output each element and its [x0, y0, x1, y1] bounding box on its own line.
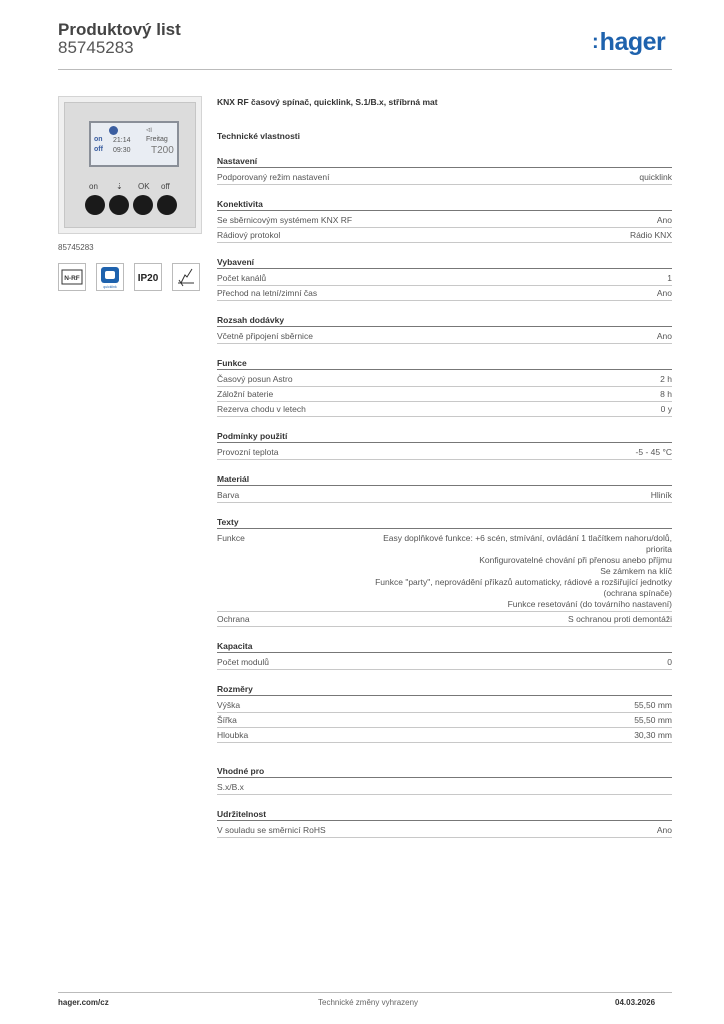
- spec-label: Časový posun Astro: [217, 374, 293, 384]
- spec-label: S.x/B.x: [217, 782, 244, 792]
- spec-label: Šířka: [217, 715, 237, 725]
- spec-row: [217, 655, 672, 670]
- spec-row: [217, 612, 672, 627]
- section-heading: Kapacita: [217, 640, 672, 653]
- spec-label: Rezerva chodu v letech: [217, 404, 306, 414]
- section-heading: Nastavení: [217, 155, 672, 168]
- display-value: T200: [151, 145, 174, 156]
- product-number: 85745283: [58, 38, 134, 57]
- svg-text:quicklink: quicklink: [103, 285, 117, 289]
- product-image: [58, 96, 202, 234]
- spec-value: Ano: [656, 825, 672, 835]
- product-button-down: [109, 195, 129, 215]
- spec-label: Přechod na letní/zimní čas: [217, 288, 318, 298]
- section-heading: Konektivita: [217, 198, 672, 211]
- spec-value: Ano: [656, 288, 672, 298]
- section-heading: Vybavení: [217, 256, 672, 269]
- spec-label: Hloubka: [217, 730, 249, 740]
- product-frame: [64, 102, 196, 228]
- product-button-off: [157, 195, 177, 215]
- section-heading: Texty: [217, 516, 672, 529]
- button-label-off: off: [161, 182, 170, 191]
- ip20-icon: [134, 263, 162, 291]
- spec-value: 1: [667, 273, 672, 283]
- spec-row: [217, 170, 672, 185]
- section-heading: Udržitelnost: [217, 808, 672, 821]
- spec-row: [217, 531, 672, 612]
- spec-row: [217, 286, 672, 301]
- spec-value: 8 h: [660, 389, 672, 399]
- spec-row: [217, 271, 672, 286]
- spec-label: Včetně připojení sběrnice: [217, 331, 313, 341]
- spec-value: S ochranou proti demontáži: [568, 614, 672, 624]
- spec-row: [217, 402, 672, 417]
- footer-website: hager.com/cz: [58, 998, 109, 1007]
- spec-row: [217, 445, 672, 460]
- clock-icon: [109, 126, 118, 135]
- radio-icon: ◃ı: [146, 125, 153, 134]
- button-label-down: ⇣: [116, 182, 123, 191]
- footer-date: 04.03.2026: [615, 998, 656, 1007]
- product-code: 85745283: [58, 243, 94, 252]
- display-day: Freitag: [146, 136, 168, 143]
- svg-text:N-RF: N-RF: [64, 275, 80, 282]
- spec-value: -5 - 45 °C: [635, 447, 672, 457]
- spec-label: Ochrana: [217, 614, 250, 624]
- spec-label: Funkce: [217, 533, 245, 543]
- section-heading: Rozsah dodávky: [217, 314, 672, 327]
- spec-row: [217, 372, 672, 387]
- installation-icon: [172, 263, 200, 291]
- section-heading: Podmínky použití: [217, 430, 672, 443]
- spec-value: 55,50 mm: [634, 715, 672, 725]
- section-heading: Funkce: [217, 357, 672, 370]
- spec-row: [217, 698, 672, 713]
- spec-label: Se sběrnicovým systémem KNX RF: [217, 215, 353, 225]
- hager-logo: :hager: [592, 28, 666, 56]
- header-divider: [58, 69, 672, 70]
- spec-value: Rádio KNX: [629, 230, 672, 240]
- spec-label: Počet kanálů: [217, 273, 267, 283]
- product-title: KNX RF časový spínač, quicklink, S.1/B.x, stříbrná mat: [217, 97, 438, 107]
- spec-value: 0: [667, 657, 672, 667]
- spec-row: [217, 780, 672, 795]
- quicklink-icon: [96, 263, 124, 291]
- spec-row: [217, 823, 672, 838]
- spec-label: Počet modulů: [217, 657, 269, 667]
- spec-row: [217, 488, 672, 503]
- product-button-on: [85, 195, 105, 215]
- spec-value: Hliník: [650, 490, 672, 500]
- spec-value: Ano: [656, 215, 672, 225]
- section-heading: Vhodné pro: [217, 765, 672, 778]
- spec-value: quicklink: [639, 172, 672, 182]
- spec-panel: [217, 96, 672, 838]
- spec-label: Záložní baterie: [217, 389, 274, 399]
- spec-label: V souladu se směrnicí RoHS: [217, 825, 326, 835]
- product-button-ok: [133, 195, 153, 215]
- section-heading: Rozměry: [217, 683, 672, 696]
- spec-row: [217, 213, 672, 228]
- footer-divider: [58, 992, 672, 993]
- spec-value: Ano: [656, 331, 672, 341]
- display-on-label: on: [94, 136, 103, 143]
- svg-text:IP20: IP20: [137, 273, 159, 284]
- spec-row: [217, 329, 672, 344]
- section-heading: Materiál: [217, 473, 672, 486]
- footer-note: Technické změny vyhrazeny: [318, 998, 419, 1007]
- display-off-time: 09:30: [113, 147, 131, 154]
- spec-value: 30,30 mm: [634, 730, 672, 740]
- technical-properties-heading: Technické vlastnosti: [217, 131, 300, 141]
- product-display: [89, 121, 179, 167]
- spec-label: Podporovaný režim nastavení: [217, 172, 330, 182]
- knx-rf-icon: [58, 263, 86, 291]
- spec-row: [217, 713, 672, 728]
- spec-label: Výška: [217, 700, 241, 710]
- spec-row: [217, 228, 672, 243]
- button-label-ok: OK: [138, 182, 150, 191]
- spec-value: 55,50 mm: [634, 700, 672, 710]
- spec-value: 0 y: [660, 404, 672, 414]
- spec-value: 2 h: [660, 374, 672, 384]
- spec-value: Easy doplňkové funkce: +6 scén, stmívání, ovládání 1 tlačítkem nahoru/dolů, priorita Konfigurovatelné chování při přenosu anebo příjmu Se zámkem na klíč Funkce "party", neprovádění příkazů automaticky, rádiové a rozšiřující jednotky (ochrana spínače) Funkce resetování (do továrního nastavení): [375, 533, 672, 609]
- display-off-label: off: [94, 146, 103, 153]
- page-title: Produktový list: [58, 20, 181, 39]
- button-label-on: on: [89, 182, 98, 191]
- spec-label: Barva: [217, 490, 240, 500]
- display-on-time: 21:14: [113, 137, 131, 144]
- spec-label: Provozní teplota: [217, 447, 279, 457]
- spec-label: Rádiový protokol: [217, 230, 281, 240]
- spec-row: [217, 387, 672, 402]
- spec-row: [217, 728, 672, 743]
